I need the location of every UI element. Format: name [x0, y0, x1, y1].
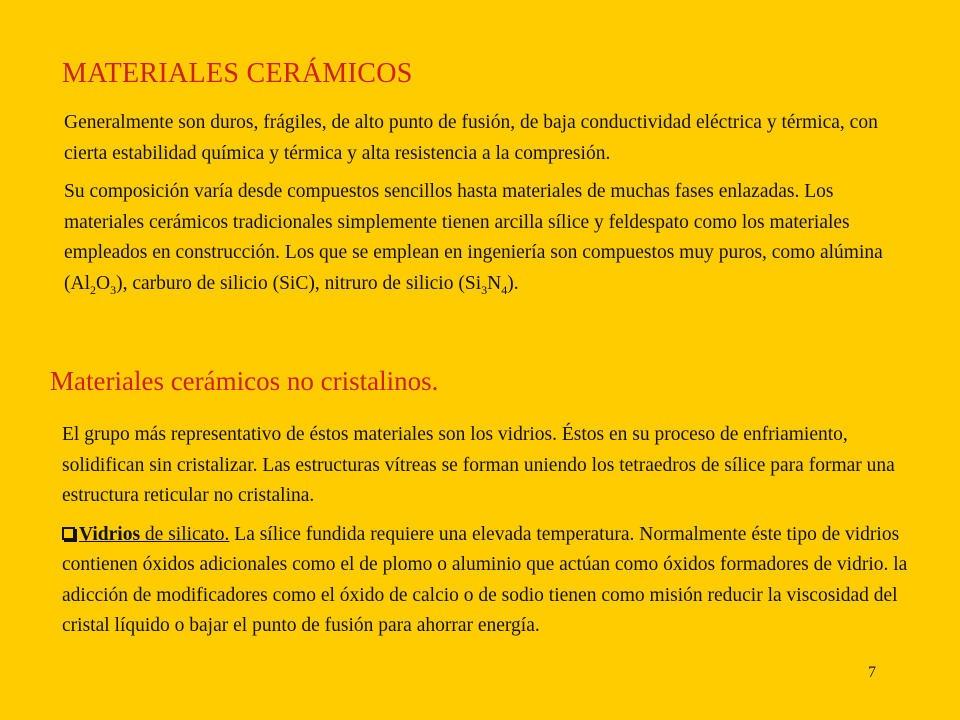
slide-title: MATERIALES CERÁMICOS	[62, 58, 413, 89]
intro-p2-text-1: Su composición varía desde compuestos sencillos hasta materiales de muchas fases enlazadas. Los materiales cerámicos tradicionales simplemente tienen arcilla sílice y feldespato como los materiales empleados en construcción. Los que se emplean en ingeniería son compuestos muy puros, como alúmina (Al	[64, 181, 883, 294]
intro-p2-text-2: ), carburo de silicio (SiC), nitruro de silicio (Si	[116, 272, 482, 294]
alumina-sub-2: 3	[110, 282, 117, 297]
intro-paragraph-1: Generalmente son duros, frágiles, de alto punto de fusión, de baja conductividad eléctrica y térmica, con cierta estabilidad química y térmica y alta resistencia a la compresión.	[64, 112, 878, 164]
alumina-mid: O	[96, 272, 111, 294]
bullet-lead-bold: Vidrios	[79, 523, 141, 545]
intro-paragraph-2	[64, 177, 914, 299]
bullet-body: La sílice fundida requiere una elevada temperatura. Normalmente éste tipo de vidrios contienen óxidos adicionales como el de plomo o aluminio que actúan como óxidos formadores de vidrio. la adicción de modificadores como el óxido de calcio o de sodio tienen como misión reducir la viscosidad del cristal líquido o bajar el punto de fusión para ahorrar energía.	[62, 523, 908, 636]
nitride-mid: N	[487, 272, 502, 294]
section-paragraph-1: El grupo más representativo de éstos materiales son los vidrios. Éstos en su proceso de enfriamiento, solidifican sin cristalizar. Las estructuras vítreas se forman uniendo los tetraedros de sílice para formar una estructura reticular no cristalina.	[62, 424, 895, 506]
square-bullet-icon	[62, 527, 75, 540]
intro-text	[64, 108, 914, 299]
intro-p2-text-3: ).	[507, 272, 519, 294]
bullet-lead-rest: de silicato.	[140, 523, 230, 545]
section-subtitle: Materiales cerámicos no cristalinos.	[50, 366, 439, 396]
alumina-sub-1: 2	[90, 282, 96, 297]
section-text	[62, 420, 922, 642]
nitride-sub-2: 4	[501, 282, 508, 297]
page-number: 7	[868, 664, 876, 681]
nitride-sub-1: 3	[481, 282, 488, 297]
bullet-item-silicate-glass	[62, 520, 922, 642]
